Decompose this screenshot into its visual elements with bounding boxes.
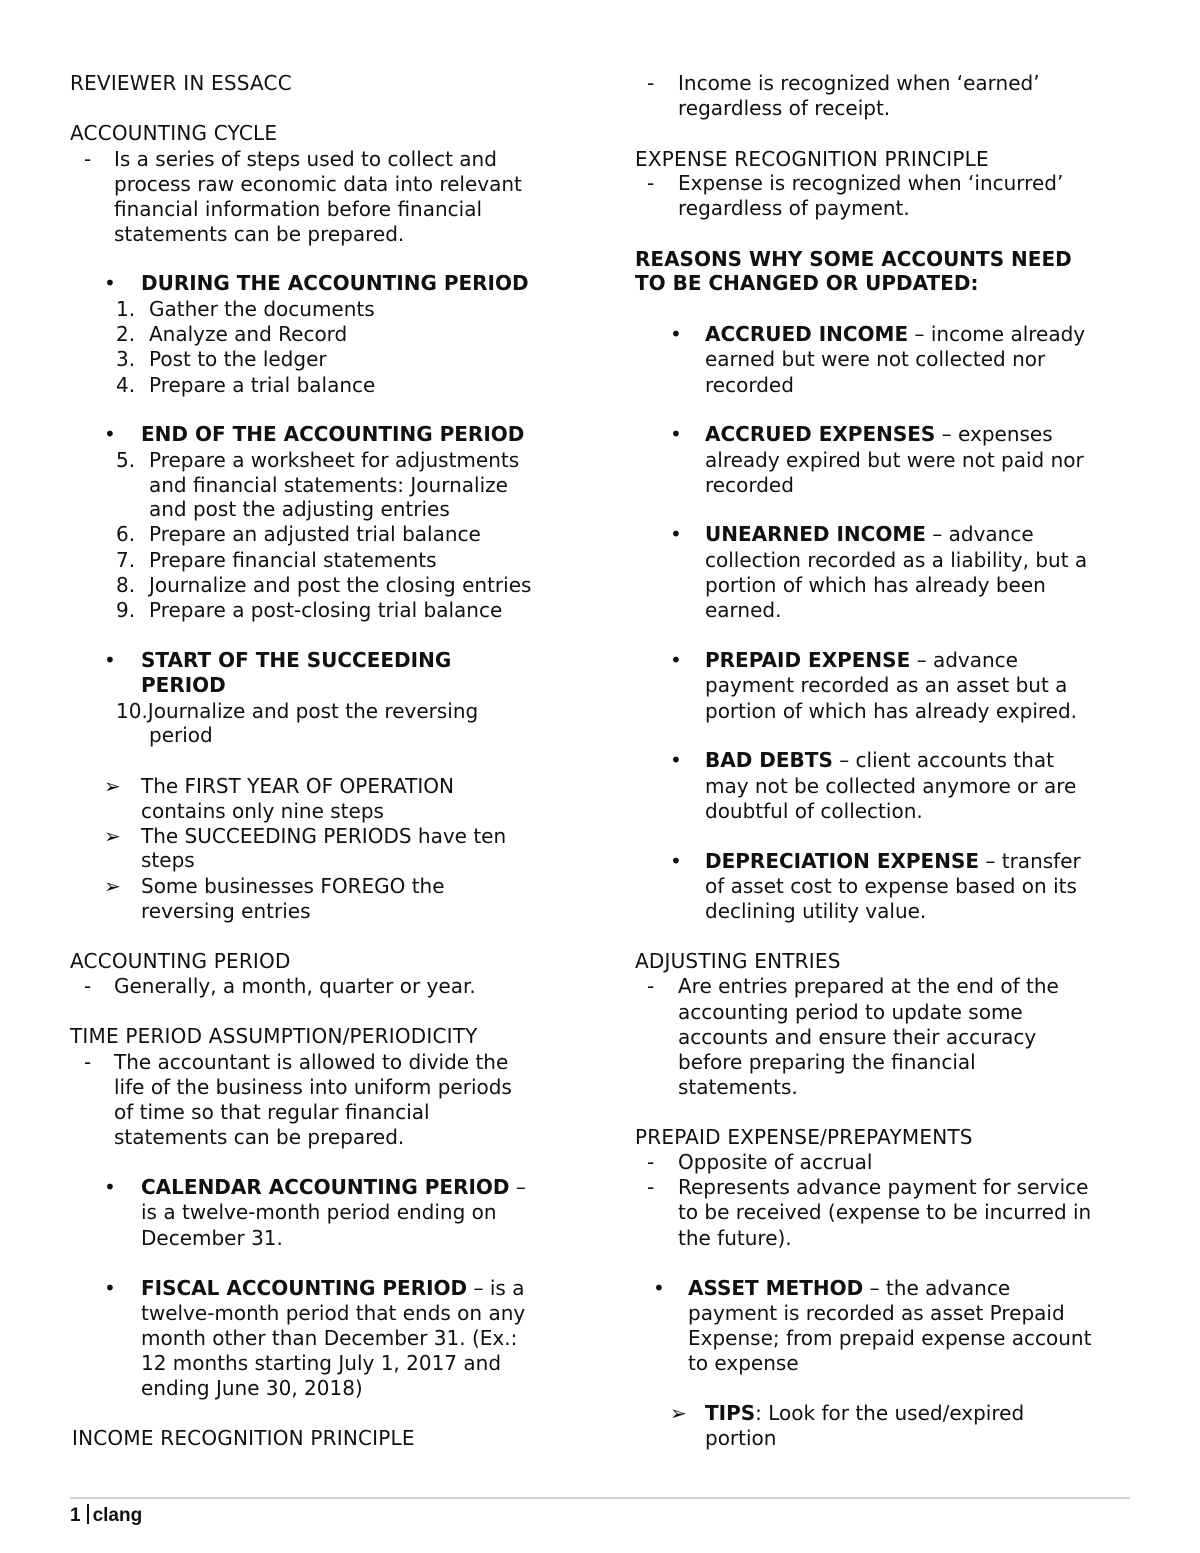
asset-method-text: Expense; from prepaid expense account [688,1326,1092,1350]
adjusting-definition-line: accounts and ensure their accuracy [678,1025,1037,1049]
bullet-icon: • [104,648,116,672]
step-number: 4. [116,373,136,397]
accrued-income-text: recorded [705,373,794,397]
accounting-cycle-heading: ACCOUNTING CYCLE [70,121,278,145]
arrow-bullet-icon: ➢ [104,824,121,848]
cycle-definition-line: financial information before financial [114,197,483,221]
arrow-bullet-icon: ➢ [104,774,121,798]
unearned-income-text: portion of which has already been [705,573,1046,597]
bullet-icon: • [670,748,682,772]
accrued-expenses-item [705,422,1053,447]
note-line: steps [141,848,195,872]
bullet-icon: • [104,422,116,446]
income-recognition-heading: INCOME RECOGNITION PRINCIPLE [72,1426,415,1450]
accounting-period-heading: ACCOUNTING PERIOD [70,949,291,973]
bullet-icon: • [670,422,682,446]
step-number: 7. [116,548,136,572]
prepaid-expense-item [705,648,1018,673]
step-text: Gather the documents [149,297,375,321]
dash-marker: - [647,974,655,998]
tips-text: : Look for the used/expired [755,1401,1025,1425]
calendar-period-text: is a twelve-month period ending on [141,1200,497,1224]
arrow-bullet-icon: ➢ [670,1401,687,1425]
prepaid-expense-term: PREPAID EXPENSE [705,648,911,672]
step-number: 2. [116,322,136,346]
accrued-income-text: earned but were not collected nor [705,347,1046,371]
step-text: Analyze and Record [149,322,348,346]
reasons-heading: TO BE CHANGED OR UPDATED: [635,271,979,295]
depreciation-item [705,849,1081,874]
step-text: 10.Journalize and post the reversing [116,699,479,723]
bad-debts-text: doubtful of collection. [705,799,923,823]
asset-method-term: ASSET METHOD [688,1276,864,1300]
income-definition-line: Income is recognized when ‘earned’ [678,71,1040,95]
step-number: 5. [116,448,136,472]
step-text: and post the adjusting entries [149,497,450,521]
adjusting-definition-line: statements. [678,1075,798,1099]
unearned-income-text: – advance [925,522,1034,546]
expense-definition-line: regardless of payment. [678,196,910,220]
footer-author: clang [92,1505,143,1526]
tpa-definition-line: of time so that regular financial [114,1100,430,1124]
cycle-definition-line: process raw economic data into relevant [114,172,522,196]
prepaid-expense-text: payment recorded as an asset but a [705,673,1068,697]
unearned-income-term: UNEARNED INCOME [705,522,926,546]
fiscal-period-text: ending June 30, 2018) [141,1376,363,1400]
time-period-heading: TIME PERIOD ASSUMPTION/PERIODICITY [70,1024,478,1048]
asset-method-text: to expense [688,1351,799,1375]
reasons-heading: REASONS WHY SOME ACCOUNTS NEED [635,247,1072,271]
fiscal-period-text: twelve-month period that ends on any [141,1301,526,1325]
step-text: Prepare financial statements [149,548,437,572]
dash-marker: - [84,1050,92,1074]
tips-term: TIPS [705,1401,756,1425]
tpa-definition-line: statements can be prepared. [114,1125,405,1149]
adjusting-definition-line: before preparing the financial [678,1050,976,1074]
bullet-icon: • [670,522,682,546]
adjusting-definition-line: Are entries prepared at the end of the [678,974,1059,998]
accrued-expenses-text: – expenses [935,422,1053,446]
prepayments-definition-line: Represents advance payment for service [678,1175,1089,1199]
step-number: 6. [116,522,136,546]
note-line: Some businesses FOREGO the [141,874,445,898]
step-text: Prepare a trial balance [149,373,376,397]
note-line: reversing entries [141,899,311,923]
tpa-definition-line: life of the business into uniform periods [114,1075,512,1099]
bullet-icon: • [653,1276,665,1300]
adjusting-entries-heading: ADJUSTING ENTRIES [635,949,841,973]
bullet-icon: • [104,1175,116,1199]
bullet-icon: • [670,849,682,873]
step-text: Journalize and post the closing entries [149,573,532,597]
tips-item [705,1401,1024,1426]
step-text: Post to the ledger [149,347,327,371]
cycle-definition-line: statements can be prepared. [114,222,405,246]
start-period-heading: START OF THE SUCCEEDING [141,648,452,672]
prepaid-expense-text: portion of which has already expired. [705,699,1078,723]
accrued-expenses-term: ACCRUED EXPENSES [705,422,936,446]
footer-divider [70,1497,1130,1499]
expense-recognition-heading: EXPENSE RECOGNITION PRINCIPLE [635,147,989,171]
depreciation-text: declining utility value. [705,899,927,923]
end-period-heading: END OF THE ACCOUNTING PERIOD [141,422,525,446]
accrued-income-term: ACCRUED INCOME [705,322,909,346]
tips-text: portion [705,1426,777,1450]
accrued-income-item [705,322,1085,347]
asset-method-text: – the advance [863,1276,1011,1300]
page-number: 1 [70,1505,81,1526]
calendar-period-item [141,1175,526,1200]
dash-marker: - [84,147,92,171]
fiscal-period-text: – is a [467,1276,525,1300]
fiscal-period-term: FISCAL ACCOUNTING PERIOD [141,1276,468,1300]
start-period-heading: PERIOD [141,673,226,697]
arrow-bullet-icon: ➢ [104,874,121,898]
period-definition: Generally, a month, quarter or year. [114,974,476,998]
unearned-income-text: earned. [705,598,782,622]
income-definition-line: regardless of receipt. [678,96,891,120]
fiscal-period-text: month other than December 31. (Ex.: [141,1326,518,1350]
footer-separator [87,1504,89,1524]
accrued-income-text: – income already [908,322,1086,346]
fiscal-period-item [141,1276,524,1301]
step-number: 9. [116,598,136,622]
dash-marker: - [84,974,92,998]
bad-debts-term: BAD DEBTS [705,748,833,772]
prepaid-expense-text: – advance [910,648,1018,672]
note-line: contains only nine steps [141,799,384,823]
calendar-period-term: CALENDAR ACCOUNTING PERIOD [141,1175,510,1199]
depreciation-text: of asset cost to expense based on its [705,874,1077,898]
calendar-period-text: December 31. [141,1226,283,1250]
note-line: The FIRST YEAR OF OPERATION [141,774,454,798]
step-text: Prepare a worksheet for adjustments [149,448,520,472]
bullet-icon: • [670,648,682,672]
dash-marker: - [647,1175,655,1199]
dash-marker: - [647,71,655,95]
prepayments-definition-line: the future). [678,1226,792,1250]
depreciation-text: – transfer [979,849,1081,873]
adjusting-definition-line: accounting period to update some [678,1000,1023,1024]
asset-method-text: payment is recorded as asset Prepaid [688,1301,1065,1325]
bad-debts-item [705,748,1054,773]
depreciation-term: DEPRECIATION EXPENSE [705,849,980,873]
accrued-expenses-text: recorded [705,473,794,497]
note-line: The SUCCEEDING PERIODS have ten [141,824,507,848]
unearned-income-item [705,522,1034,547]
prepayments-heading: PREPAID EXPENSE/PREPAYMENTS [635,1125,973,1149]
bad-debts-text: may not be collected anymore or are [705,774,1077,798]
during-period-heading: DURING THE ACCOUNTING PERIOD [141,271,529,295]
expense-definition-line: Expense is recognized when ‘incurred’ [678,171,1064,195]
step-text: Prepare a post-closing trial balance [149,598,503,622]
asset-method-item [688,1276,1010,1301]
step-text: period [149,723,213,747]
unearned-income-text: collection recorded as a liability, but a [705,548,1088,572]
bad-debts-text: – client accounts that [832,748,1054,772]
accrued-expenses-text: already expired but were not paid nor [705,448,1084,472]
document-title: REVIEWER IN ESSACC [70,71,292,95]
step-number: 3. [116,347,136,371]
fiscal-period-text: 12 months starting July 1, 2017 and [141,1351,502,1375]
bullet-icon: • [104,1276,116,1300]
tpa-definition-line: The accountant is allowed to divide the [114,1050,509,1074]
step-number: 1. [116,297,136,321]
bullet-icon: • [670,322,682,346]
dash-marker: - [647,171,655,195]
bullet-icon: • [104,271,116,295]
prepayments-definition-line: Opposite of accrual [678,1150,873,1174]
dash-marker: - [647,1150,655,1174]
step-number: 8. [116,573,136,597]
prepayments-definition-line: to be received (expense to be incurred in [678,1200,1092,1224]
step-text: and financial statements: Journalize [149,473,508,497]
step-text: Prepare an adjusted trial balance [149,522,481,546]
calendar-period-text: – [509,1175,526,1199]
cycle-definition-line: Is a series of steps used to collect and [114,147,497,171]
page-footer [70,1504,142,1527]
